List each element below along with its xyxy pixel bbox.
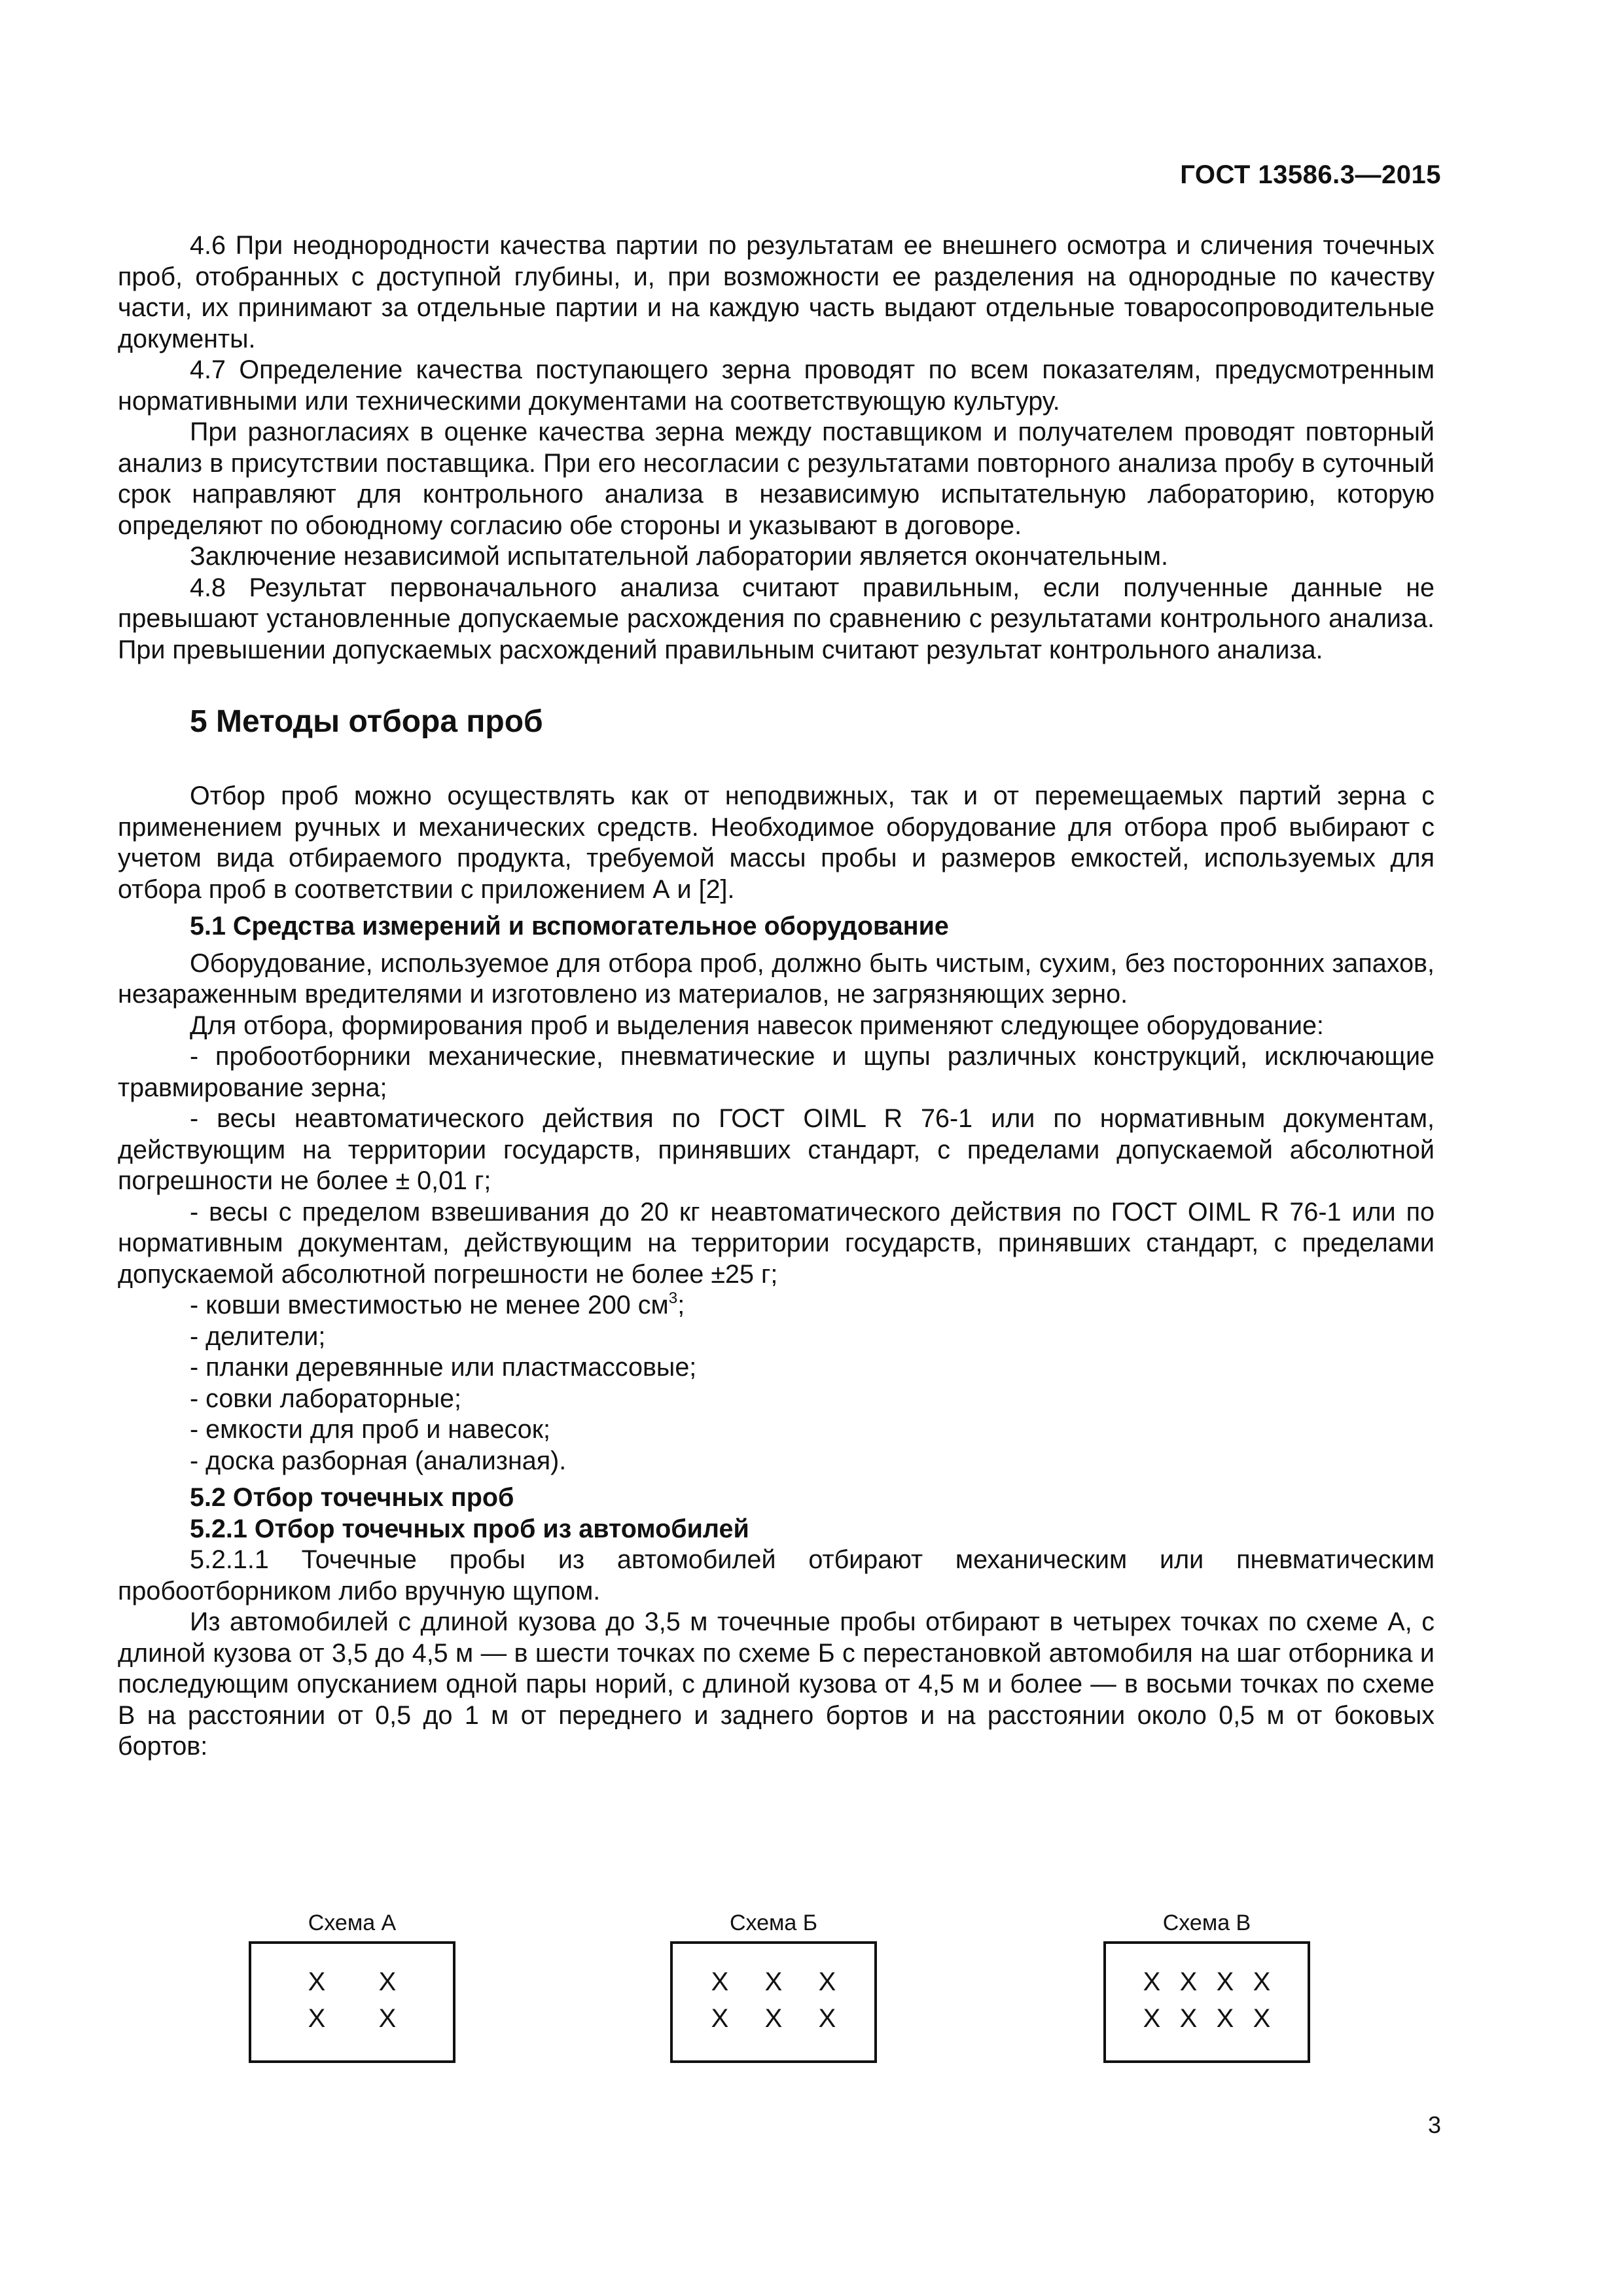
scheme-c xyxy=(1103,1910,1310,2063)
list-item-scales-precise: - весы неавтоматического действия по ГОСТ OIML R 76-1 или по нормативным документам, действующим на территории государств, принявших стандарт, с пределами допускаемой абсолютной погрешности не более ± 0,01 г; xyxy=(118,1104,1435,1195)
list-item-dividers: - делители; xyxy=(190,1321,326,1351)
document-id-header: ГОСТ 13586.3—2015 xyxy=(1180,160,1441,189)
sample-point: X xyxy=(1253,1967,1271,1996)
scheme-b-row-2 xyxy=(673,2004,874,2033)
paragraph-4-7-disagreement: При разногласиях в оценке качества зерна между поставщиком и получателем проводят повторный анализ в присутствии поставщика. При его несогласии с результатами повторного анализа пробу в суточный срок направляют для контрольного анализа в независимую испытательную лабораторию, которую определяют по обоюдному согласию обе стороны и указывают в договоре. xyxy=(118,418,1435,540)
subsection-5-2-1-title: 5.2.1 Отбор точечных проб из автомобилей xyxy=(190,1514,749,1543)
sample-point: X xyxy=(711,2004,729,2033)
main-text xyxy=(118,230,1435,1763)
paragraph-4-7: 4.7 Определение качества поступающего зерна проводят по всем показателям, предусмотренным нормативными или техническими документами на соответствующую культуру. xyxy=(118,355,1435,416)
section-5-title: 5 Методы отбора проб xyxy=(190,704,543,739)
sampling-schemes xyxy=(0,1910,1623,2067)
sample-point: X xyxy=(1143,1967,1161,1996)
paragraph-5-2-1-1: 5.2.1.1 Точечные пробы из автомобилей отбирают механическим или пневматическим пробоотборником либо вручную щупом. xyxy=(118,1545,1435,1605)
sample-point: X xyxy=(711,1967,729,1996)
scheme-a-row-1 xyxy=(251,1967,453,1996)
scheme-b-box xyxy=(670,1941,877,2063)
paragraph-4-6: 4.6 При неоднородности качества партии по результатам ее внешнего осмотра и сличения точечных проб, отобранных с доступной глубины, и, при возможности ее разделения на однородные по качеству части, их принимают за отдельные партии и на каждую часть выдают отдельные товаросопроводительные документы. xyxy=(118,231,1435,353)
sample-point: X xyxy=(818,1967,836,1996)
scheme-b-title: Схема Б xyxy=(729,1910,818,1935)
sample-point: X xyxy=(378,1967,397,1996)
sample-point: X xyxy=(1253,2004,1271,2033)
list-item-scoops-end: ; xyxy=(677,1291,685,1319)
paragraph-5-1-equipment-clean: Оборудование, используемое для отбора проб, должно быть чистым, сухим, без посторонних запахов, незараженным вредителями и изготовлено из материалов, не загрязняющих зерно. xyxy=(118,948,1435,1009)
scheme-c-title: Схема В xyxy=(1162,1910,1251,1935)
list-item-lab-scoops: - совки лабораторные; xyxy=(190,1384,462,1413)
sample-point: X xyxy=(1216,2004,1234,2033)
scheme-a-box xyxy=(249,1941,455,2063)
sample-point: X xyxy=(1216,1967,1234,1996)
sample-point: X xyxy=(818,2004,836,2033)
sample-point: X xyxy=(378,2004,397,2033)
paragraph-5-1-equipment-list-intro: Для отбора, формирования проб и выделения навесок применяют следующее оборудование: xyxy=(190,1011,1324,1040)
scheme-b-row-1 xyxy=(673,1967,874,1996)
sample-point: X xyxy=(1143,2004,1161,2033)
sample-point: X xyxy=(1179,1967,1198,1996)
scheme-b xyxy=(670,1910,877,2063)
sample-point: X xyxy=(764,2004,783,2033)
list-item-planks: - планки деревянные или пластмассовые; xyxy=(190,1353,697,1382)
sample-point: X xyxy=(1179,2004,1198,2033)
sample-point: X xyxy=(308,1967,326,1996)
subsection-5-2-title: 5.2 Отбор точечных проб xyxy=(190,1483,514,1512)
list-item-containers: - емкости для проб и навесок; xyxy=(190,1415,550,1444)
paragraph-4-7-final: Заключение независимой испытательной лаборатории является окончательным. xyxy=(190,542,1168,571)
subsection-5-1-title: 5.1 Средства измерений и вспомогательное оборудование xyxy=(190,912,949,941)
list-item-scoops xyxy=(118,1290,1435,1321)
paragraph-5-2-1-1-schemes: Из автомобилей с длиной кузова до 3,5 м точечные пробы отбирают в четырех точках по схеме А, с длиной кузова от 3,5 до 4,5 м — в шести точках по схеме Б с перестановкой автомобиля на шаг отборника и последующим опусканием одной пары норий, с длиной кузова от 4,5 м и более — в восьми точках по схеме В на расстоянии от 0,5 до 1 м от переднего и заднего бортов и на расстоянии около 0,5 м от боковых бортов: xyxy=(118,1607,1435,1761)
sample-point: X xyxy=(308,2004,326,2033)
scheme-c-row-2 xyxy=(1106,2004,1308,2033)
list-item-scoops-text: - ковши вместимостью не менее 200 см xyxy=(190,1291,669,1319)
page-number: 3 xyxy=(1427,2111,1441,2138)
list-item-samplers: - пробоотборники механические, пневматические и щупы различных конструкций, исключающие травмирование зерна; xyxy=(118,1042,1435,1102)
paragraph-4-8: 4.8 Результат первоначального анализа считают правильным, если полученные данные не превышают установленные допускаемые расхождения по сравнению с результатами контрольного анализа. При превышении допускаемых расхождений правильным считают результат контрольного анализа. xyxy=(118,573,1435,664)
sample-point: X xyxy=(764,1967,783,1996)
scheme-a xyxy=(249,1910,455,2063)
scheme-c-row-1 xyxy=(1106,1967,1308,1996)
cubic-superscript: 3 xyxy=(668,1289,678,1307)
paragraph-5-intro: Отбор проб можно осуществлять как от неподвижных, так и от перемещаемых партий зерна с применением ручных и механических средств. Необходимое оборудование для отбора проб выбирают с учетом вида отбираемого продукта, требуемой массы пробы и размеров емкостей, используемых для отбора проб в соответствии с приложением А и [2]. xyxy=(118,781,1435,904)
scheme-c-box xyxy=(1103,1941,1310,2063)
scheme-a-title: Схема А xyxy=(308,1910,397,1935)
list-item-sorting-board: - доска разборная (анализная). xyxy=(190,1446,567,1475)
list-item-scales-20kg: - весы с пределом взвешивания до 20 кг неавтоматического действия по ГОСТ OIML R 76-1 или по нормативным документам, действующим на территории государств, принявших стандарт, с пределами допускаемой абсолютной погрешности не более ±25 г; xyxy=(118,1197,1435,1289)
scheme-a-row-2 xyxy=(251,2004,453,2033)
